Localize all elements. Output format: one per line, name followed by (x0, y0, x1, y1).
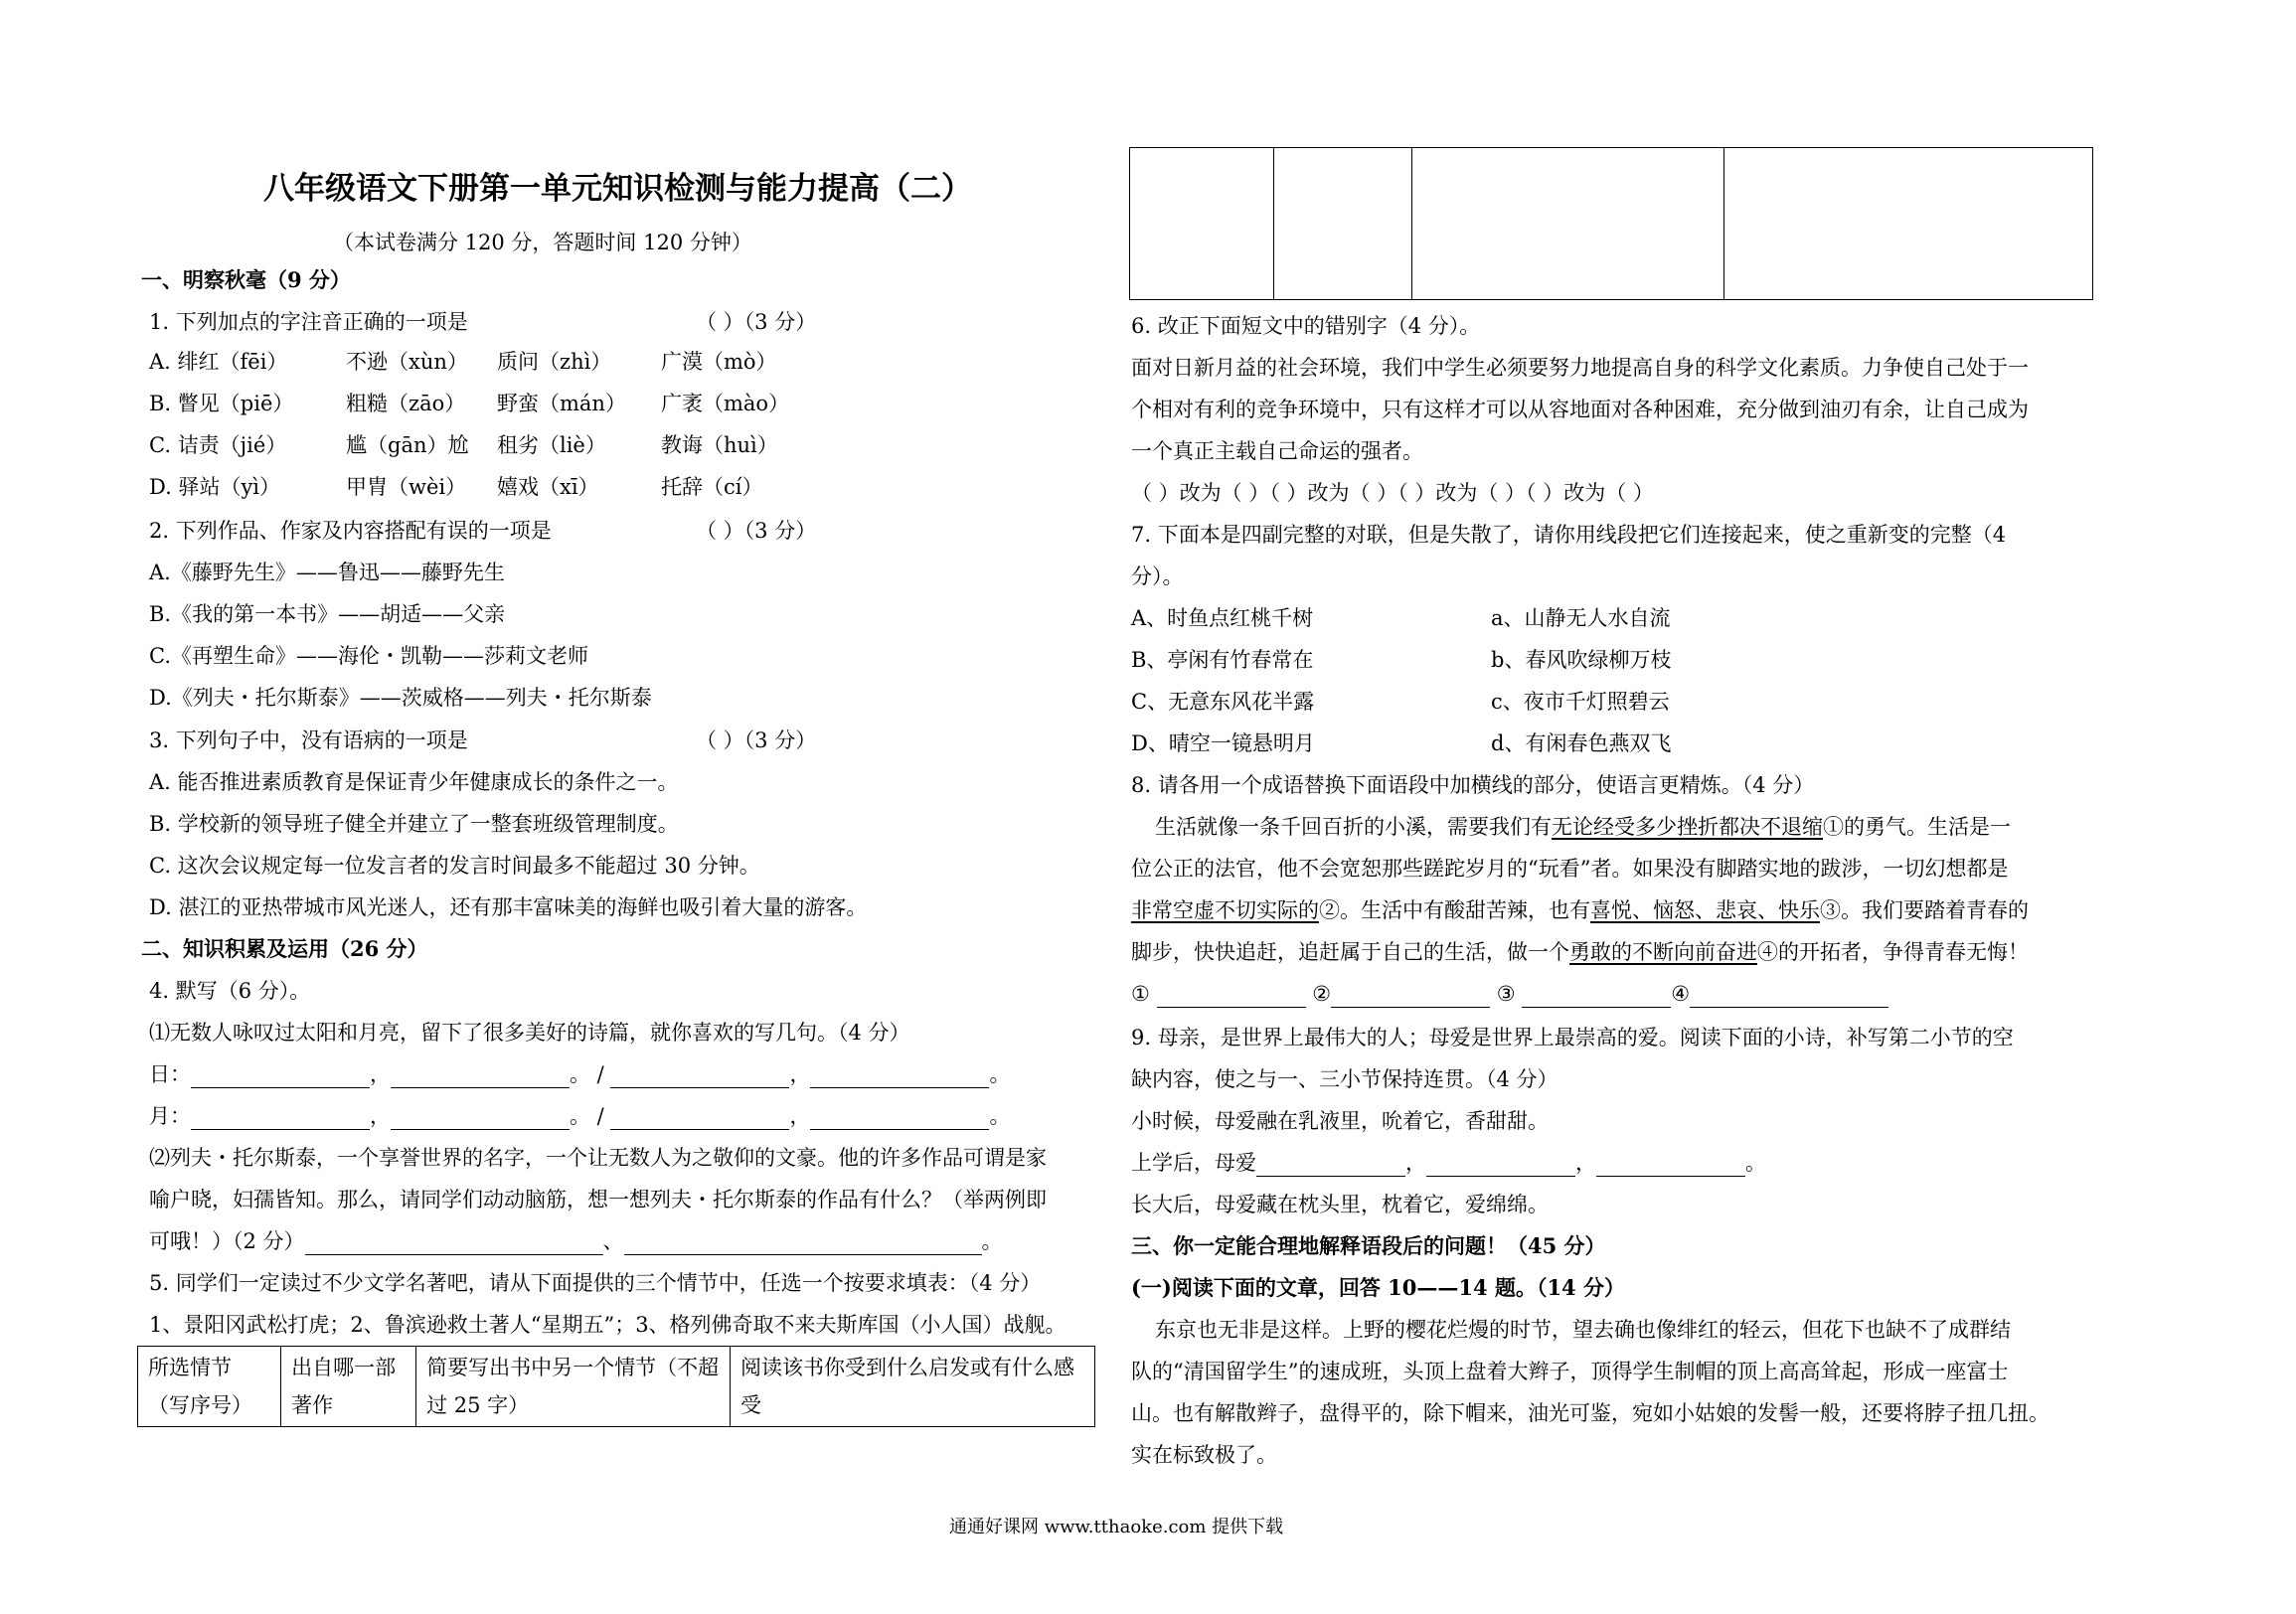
q8-answer-3[interactable] (1522, 985, 1671, 1008)
q9-blank-1[interactable] (1256, 1154, 1405, 1177)
q1-option-a2: 不逊（xùn） (346, 350, 468, 374)
q4-moon-label: 月： (149, 1104, 191, 1128)
q6-line-2: 个相对有利的竞争环境中，只有这样才可以从容地面对各种困难，充分做到油刃有余，让自己成为 (1131, 398, 2029, 421)
q3-option-c: C. 这次会议规定每一位发言者的发言时间最多不能超过 30 分钟。 (149, 854, 760, 878)
page-footer: 通通好课网 www.tthaoke.com 提供下载 (949, 1517, 1284, 1537)
q8-underline-1: 无论经受多少挫折都决不退缩 (1552, 815, 1823, 839)
q1-option-a3: 质问（zhì） (497, 350, 612, 374)
q3-stem: 3. 下列句子中，没有语病的一项是 (149, 728, 468, 752)
q1-option-d1: D. 驿站（yì） (149, 475, 281, 499)
q4-part2-line1: ⑵列夫・托尔斯泰，一个享誉世界的名字，一个让无数人为之敬仰的文豪。他的许多作品可谓是家 (149, 1146, 1047, 1170)
q4-moon-blank-4[interactable] (810, 1107, 989, 1130)
q4-part2-line2: 喻户晓，妇孺皆知。那么，请同学们动动脑筋，想一想列夫・托尔斯泰的作品有什么？（举两例即 (149, 1188, 1047, 1211)
q7-stem-2: 分）。 (1131, 565, 1184, 588)
q1-stem: 1. 下列加点的字注音正确的一项是 (149, 310, 468, 334)
q8-answer-line: ① ② ③ ④ (1131, 980, 1888, 1008)
q5-table-answer-row (1129, 147, 2093, 300)
q4-works-blank-1[interactable] (305, 1232, 603, 1255)
q8-answer-2[interactable] (1331, 985, 1490, 1008)
q8-answer-1[interactable] (1157, 985, 1306, 1008)
q2-option-d: D.《列夫・托尔斯泰》——茨威格——列夫・托尔斯泰 (149, 686, 652, 710)
q4-moon-blank-1[interactable] (191, 1107, 370, 1130)
q4-part1: ⑴无数人咏叹过太阳和月亮，留下了很多美好的诗篇，就你喜欢的写几句。（4 分） (149, 1021, 910, 1045)
q7-stem-1: 7. 下面本是四副完整的对联，但是失散了，请你用线段把它们连接起来，使之重新变的完整（4 (1131, 523, 2007, 547)
q4-sun-blank-1[interactable] (191, 1065, 370, 1088)
q9-poem-line-2: 上学后，母爱 ， ， 。 (1131, 1151, 1766, 1175)
q5-table (137, 1346, 1095, 1427)
q1-option-b1: B. 瞥见（piē） (149, 392, 294, 415)
q6-stem: 6. 改正下面短文中的错别字（4 分）。 (1131, 314, 1481, 338)
q7-right-b[interactable]: b、春风吹绿柳万枝 (1491, 648, 1672, 672)
q2-stem: 2. 下列作品、作家及内容搭配有误的一项是 (149, 519, 552, 543)
page-subtitle: （本试卷满分 120 分，答题时间 120 分钟） (333, 231, 752, 254)
q8-underline-3: 喜悦、恼怒、悲哀、快乐 (1590, 898, 1820, 922)
q8-underline-4: 勇敢的不断向前奋进 (1569, 940, 1757, 964)
q5-header-feeling: 阅读该书你受到什么启发或有什么感受 (730, 1347, 1094, 1427)
q1-option-d3: 嬉戏（xī） (497, 475, 599, 499)
q4-sun-blank-3[interactable] (610, 1065, 789, 1088)
q4-part2-line3: 可哦！）（2 分） 、 。 (149, 1229, 1003, 1253)
q2-option-c: C.《再塑生命》——海伦・凯勒——莎莉文老师 (149, 644, 588, 668)
q1-option-c4: 教诲（huì） (661, 433, 778, 457)
q7-right-d[interactable]: d、有闲春色燕双飞 (1491, 731, 1672, 755)
q8-underline-2: 非常空虚不切实际的 (1131, 898, 1319, 922)
q9-blank-2[interactable] (1426, 1154, 1575, 1177)
q3-option-d: D. 湛江的亚热带城市风光迷人，还有那丰富味美的海鲜也吸引着大量的游客。 (149, 895, 868, 919)
q7-left-c[interactable]: C、无意东风花半露 (1131, 690, 1315, 714)
q3-option-a: A. 能否推进素质教育是保证青少年健康成长的条件之一。 (149, 770, 679, 794)
q1-answer-paren: （ ）（3 分） (696, 310, 817, 334)
q8-answer-4[interactable] (1690, 985, 1888, 1008)
q1-option-b4: 广袤（mào） (661, 392, 790, 415)
q5-answer-feeling[interactable] (1723, 148, 2092, 300)
reading-1-line-3: 山。也有解散辫子，盘得平的，除下帽来，油光可鉴，宛如小姑娘的发髻一般，还要将脖子扭几扭。 (1131, 1401, 2050, 1425)
q5-header-book: 出自哪一部著作 (281, 1347, 416, 1427)
q5-stem: 5. 同学们一定读过不少文学名著吧，请从下面提供的三个情节中，任选一个按要求填表：（4 分） (149, 1271, 1042, 1295)
q4-stem: 4. 默写（6 分）。 (149, 979, 311, 1003)
q6-line-1: 面对日新月益的社会环境，我们中学生必须要努力地提高自身的科学文化素质。力争使自己处于一 (1131, 356, 2029, 380)
q5-header-plot: 所选情节（写序号） (138, 1347, 281, 1427)
q5-plots: 1、景阳冈武松打虎；2、鲁滨逊救土著人“星期五”；3、格列佛奇取不来夫斯库国（小人国）战舰。 (149, 1313, 1066, 1337)
section-3-heading: 三、你一定能合理地解释语段后的问题！（45 分） (1131, 1233, 1606, 1258)
reading-1-line-2: 队的“清国留学生”的速成班，头顶上盘着大辫子，顶得学生制帽的顶上高高耸起，形成一座富士 (1131, 1360, 2009, 1383)
q1-option-a1: A. 绯红（fēi） (149, 350, 288, 374)
q6-line-3: 一个真正主载自己命运的强者。 (1131, 439, 1423, 463)
q8-line-1: 生活就像一条千回百折的小溪，需要我们有无论经受多少挫折都决不退缩①的勇气。生活是一 (1155, 815, 2011, 839)
q1-option-d2: 甲胄（wèi） (346, 475, 467, 499)
q1-option-c1: C. 诘责（jié） (149, 433, 287, 457)
q4-sun-blank-2[interactable] (391, 1065, 570, 1088)
q9-poem-line-3: 长大后，母爱藏在枕头里，枕着它，爱绵绵。 (1131, 1193, 1549, 1216)
q4-sun-blank-4[interactable] (810, 1065, 989, 1088)
q5-answer-book[interactable] (1274, 148, 1412, 300)
q2-option-b: B.《我的第一本书》——胡适——父亲 (149, 602, 506, 626)
q7-left-d[interactable]: D、晴空一镜悬明月 (1131, 731, 1315, 755)
q3-option-b: B. 学校新的领导班子健全并建立了一整套班级管理制度。 (149, 812, 679, 836)
q5-header-other-plot: 简要写出书中另一个情节（不超过 25 字） (416, 1347, 731, 1427)
q9-stem-1: 9. 母亲，是世界上最伟大的人；母爱是世界上最崇高的爱。阅读下面的小诗，补写第二小节的空 (1131, 1026, 2014, 1049)
q5-answer-plot[interactable] (1130, 148, 1274, 300)
q7-right-c[interactable]: c、夜市千灯照碧云 (1491, 690, 1670, 714)
q8-stem: 8. 请各用一个成语替换下面语段中加横线的部分，使语言更精炼。（4 分） (1131, 773, 1815, 797)
reading-1-line-1: 东京也无非是这样。上野的樱花烂熳的时节，望去确也像绯红的轻云，但花下也缺不了成群结 (1155, 1318, 2011, 1342)
q4-works-blank-2[interactable] (624, 1232, 982, 1255)
q9-stem-2: 缺内容，使之与一、三小节保持连贯。（4 分） (1131, 1067, 1558, 1091)
q5-table-header-row (138, 1347, 1095, 1427)
q8-line-2: 位公正的法官，他不会宽恕那些蹉跎岁月的“玩看”者。如果没有脚踏实地的跋涉，一切幻想都是 (1131, 857, 2009, 881)
q4-part2-text: 可哦！）（2 分） (149, 1229, 305, 1253)
q7-left-a[interactable]: A、时鱼点红桃千树 (1131, 606, 1314, 630)
q8-line-4: 脚步，快快追赶，追赶属于自己的生活，做一个勇敢的不断向前奋进④的开拓者，争得青春无悔！ (1131, 940, 2029, 964)
q1-option-a4: 广漠（mò） (661, 350, 777, 374)
q2-answer-paren: （ ）（3 分） (696, 519, 817, 543)
q8-line-3: 非常空虚不切实际的②。生活中有酸甜苦辣，也有喜悦、恼怒、悲哀、快乐③。我们要踏着青春的 (1131, 898, 2029, 922)
q1-option-d4: 托辞（cí） (661, 475, 763, 499)
q5-answer-other-plot[interactable] (1412, 148, 1723, 300)
section-2-heading: 二、知识积累及运用（26 分） (141, 936, 428, 961)
q6-corrections: （ ）改为（ ）（ ）改为（ ）（ ）改为（ ）（ ）改为（ ） (1131, 481, 1654, 505)
q4-sun-label: 日： (149, 1062, 191, 1086)
reading-1-stem: (一)阅读下面的文章，回答 10——14 题。（14 分） (1131, 1275, 1625, 1300)
q3-answer-paren: （ ）（3 分） (696, 728, 817, 752)
q4-moon-blank-2[interactable] (391, 1107, 570, 1130)
q9-blank-3[interactable] (1596, 1154, 1745, 1177)
q1-option-b2: 粗糙（zāo） (346, 392, 466, 415)
q9-poem-line-1: 小时候，母爱融在乳液里，吮着它，香甜甜。 (1131, 1109, 1549, 1133)
q4-sun-line: 日： ， 。 / ， 。 (149, 1062, 1011, 1086)
q4-moon-blank-3[interactable] (610, 1107, 789, 1130)
q1-option-c3: 租劣（liè） (497, 433, 606, 457)
q7-left-b[interactable]: B、亭闲有竹春常在 (1131, 648, 1314, 672)
q4-moon-line: 月： ， 。 / ， 。 (149, 1104, 1011, 1128)
section-1-heading: 一、明察秋毫（9 分） (141, 267, 351, 292)
q7-right-a[interactable]: a、山静无人水自流 (1491, 606, 1671, 630)
q2-option-a: A.《藤野先生》——鲁迅——藤野先生 (149, 561, 505, 584)
q1-option-c2: 尴（gān）尬 (346, 433, 469, 457)
reading-1-line-4: 实在标致极了。 (1131, 1443, 1277, 1467)
page-title: 八年级语文下册第一单元知识检测与能力提高（二） (263, 171, 972, 207)
q1-option-b3: 野蛮（mán） (497, 392, 626, 415)
